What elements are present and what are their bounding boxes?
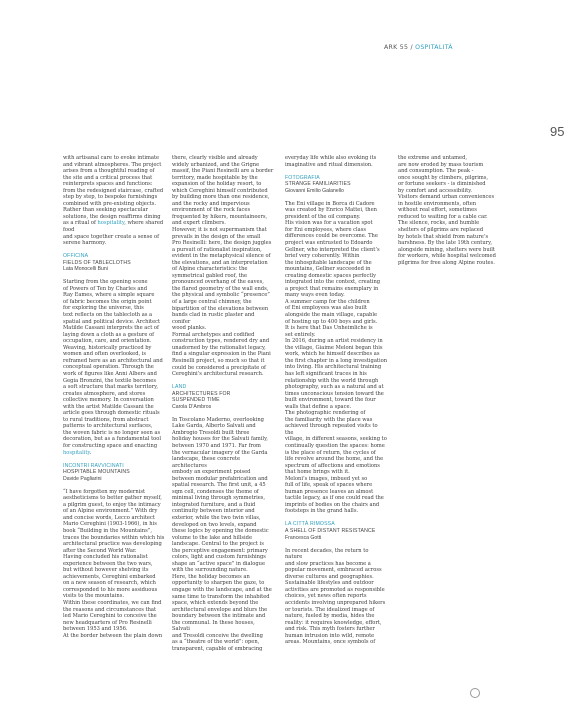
end-marker-icon xyxy=(470,688,480,698)
section-author: Giovanni Emilio Galanello xyxy=(285,187,344,194)
section-title: A SHELL OF DISTANT RESISTANCE xyxy=(285,528,376,535)
section-title: FIELDS OF TABLECLOTHS xyxy=(63,259,131,266)
section-body: The Eni village in Borca di Cadore was created by Enrico Mattei, then president of the oil company. His vision was for a vacation spot for Eni employees, where class differences could be overcome. The project was entrusted to Edoardo Gellner, who interpreted the client’s brief very coherently. Within the inhospitable landscape of the mountains, Gellner succeeded in creating domestic spaces perfectly integrated into the context, creating a project that remains exemplary in many ways even today. A summer camp for the children of Eni employees was also built alongside the main village, capable of hosting up to 400 boys and girls. It is here that Das Unheimliche is set entirely. In 2016, during an artist residency in the village, Giaime Meloni began this work, which he himself describes as the first chapter in a long investigation into living. His architectural training has left significant traces in his relationship with the world through photography, such as a natural and at times unconscious tension toward the built environment, toward the four walls that define a space. The photographic rendering of the familiarity with the place was achieved through repeated visits to the village, in different seasons, seeking to continually question the spaces: home is the place of return, the cycles of life revolve around the home, and the spectrum of affections and emotions that home brings with it. Meloni’s images, imbued yet so full of life, speak of spaces where human presence leaves an almost tactile legacy, as if one could read the imprints of bodies on the chairs and footsteps in the grand halls. xyxy=(285,200,388,515)
intro-rest: , where shared food and space together create a sense of serene harmony. xyxy=(63,220,164,247)
hospitality-highlight: hospitality xyxy=(97,220,125,227)
column-1 xyxy=(63,155,165,639)
section-label: OSPITALITÀ xyxy=(415,44,453,51)
section-author: Davide Pagliarini xyxy=(63,475,102,482)
section-title: HOSPITABLE MOUNTAINS xyxy=(63,469,130,476)
section-body: everyday life while also evoking its imaginative and ritual dimension. xyxy=(285,155,377,168)
section-title: STRANGE FAMILIARITIES xyxy=(285,181,351,188)
section-category: FOTOGRAFIA xyxy=(285,174,320,181)
section-body: there, clearly visible and already widely urbanized, and the Grigne massif, the Piani Resinelli are a border territory, made hospitable by the expansion of the holiday resort, to which Cereghini himself contributed by building more than one residence, and the rocky and impervious environment of the rock faces frequented by hikers, mountaineers, and expert climbers. However, it is not supermanism that prevails in the design of the small Pro Resinelli: here, the design juggles a pursuit of rationalist inspiration, evident in the metaphysical silence of the elevations, and an interpretation of Alpine characteristics: the symmetrical gabled roof, the pronounced overhang of the eaves, the flared geometry of the wall ends, the physical and symbolic “presence” of a large central chimney, the bipartition of the elevations between bands clad in rustic plaster and conifer wood planks. Formal archetypes and codified construction types, rendered dry and unadorned by the rationalist legacy, find a singular expression in the Piani Resinelli project, so much so that it could be considered a precipitate of Cereghini’s architectural research. xyxy=(172,155,274,378)
section-title: ARCHITECTURES FOR SUSPENDED TIME xyxy=(172,390,231,404)
section-author: Lata Monocelli Buni xyxy=(63,266,108,273)
column-3 xyxy=(285,155,387,646)
issue-label: ARK 55 / xyxy=(384,44,416,51)
section-category: LA CITTÀ RIMOSSA xyxy=(285,521,335,528)
section-category: OFFICINA xyxy=(63,253,89,260)
section-body: In recent decades, the return to nature and slow practices has become a popular movement, embraced across diverse cultures and geographies. Sustainable lifestyles and outdoor activities are promoted as responsible choices, yet news often reports accidents involving unprepared hikers or tourists. The idealized image of nature, fueled by media, hides the reality: it requires knowledge, effort, and risk. This myth fosters further human intrusion into wild, remote areas. Mountains, once symbols of xyxy=(285,547,386,646)
intro-lines: with artisanal care to evoke intimate and vibrant atmospheres. The project arises from a thoughtful reading of the site and a critical process that reinterprets spaces and functions: from the redesigned staircase, crafted step by step, to bespoke furnishings combined with pre-existing objects. Rather than seeking spectacular solutions, the design reaffirms dining as a ritual of xyxy=(63,155,164,227)
section-body: the extreme and untamed, are now eroded by mass tourism and consumption. The peak - once sought by climbers, pilgrims, or fortune seekers - is diminished by comfort and accessibility. Visitors demand urban conveniences in hostile environments, often without real effort, sometimes reduced to waiting for a cable car. The silence, rocks, and humble shelters of pilgrims are replaced by hotels that shield from nature’s harshness. By the late 19th century, alongside mining, shelters were built for workers, while hospital welcomed pilgrims for free along Alpine routes. xyxy=(398,155,496,266)
section-body: “I have forgotten my modernist aestheticisms to better gather myself, a pilgrim guest, to enjoy the intimacy of an Alpine environment.” With dry and concise words, Lecco architect Mario Cereghini (1903-1966), in his book “Building in the Mountains”, traces the boundaries within which his architectural practice was developing after the Second World War. Having concluded his rationalist experience between the two wars, but without however shelving its achievements, Cereghini embarked on a new season of research, which corresponded to his more assiduous visits to the mountains. Within these coordinates, we can find the reasons and circumstances that led Mario Cereghini to conceive the new headquarters of Pro Resinelli between 1953 and 1956. At the border between the plain down xyxy=(63,488,165,639)
section-body: Starting from the opening scene of Powers of Ten by Charles and Ray Eames, where a simple square of fabric becomes the origin point for exploring the universe, this text reflects on the tablecloth as a spatial and political device. Architect Matilde Cassani interprets the act of laying down a cloth as a gesture of occupation, care, and orientation. Weaving, historically practiced by women and often overlooked, is reframed here as an architectural and conceptual operation. Through the work of figures like Anni Albers and Gegia Bronzini, the textile becomes a soft structure that marks territory, creates atmosphere, and stores collective memory. In conversation with the artist Matilde Cassani the article goes through domestic rituals to rural traditions, from abstract patterns to architectural surfaces, the woven fabric is no longer seen as decoration, but as a fundamental tool for constructing space and enacting hospitality. xyxy=(63,279,163,456)
section-body: In Toscolano Maderno, overlooking Lake Garda, Alberto Salvati and Ambrogio Tresoldi built three holiday houses for the Salvati family, between 1970 and 1971. Far from the vernacular imagery of the Garda landscape, these concrete architectures embody an experiment poised between modular prefabrication and spatial research. The first unit, a 45 sqm cell, condenses the theme of minimal living through symmetries, integrated furniture, and a fluid continuity between interior and exterior, while the two twin villas, developed on two levels, expand these logics by opening the domestic volume to the lake and hillside landscape. Central to the project is the perceptive engagement: primary colors, light and custom furnishings shape an “active space” in dialogue with the surrounding nature. Here, the holiday becomes an opportunity to sharpen the gaze, to engage with the landscape, and at the same time to transform the inhabited space, which extends beyond the architectural envelope and blurs the boundary between the intimate and the communal. In these houses, Salvati and Tresoldi conceive the dwelling as a “theatre of the world”: open, transparent, capable of embracing xyxy=(172,416,272,652)
page-number: 95 xyxy=(550,124,565,139)
intro-text xyxy=(63,155,165,247)
section-category: LAND xyxy=(172,384,187,391)
column-4 xyxy=(398,155,500,266)
section-author: Carola D’Ambros xyxy=(172,403,212,410)
hospitality-highlight: hospitality xyxy=(63,449,90,456)
section-author: Francesca Gotti xyxy=(285,534,322,541)
body-lines: Starting from the opening scene of Powers of Ten by Charles and Ray Eames, where a simple square of fabric becomes the origin point for exploring the universe, this text reflects on the tablecloth as a spatial and political device. Architect Matilde Cassani interprets the act of laying down a cloth as a gesture of occupation, care, and orientation. Weaving, historically practiced by women and often overlooked, is reframed here as an architectural and conceptual operation. Through the work of figures like Anni Albers and Gegia Bronzini, the textile becomes a soft structure that marks territory, creates atmosphere, and stores collective memory. In conversation with the artist Matilde Cassani the article goes through domestic rituals to rural traditions, from abstract patterns to architectural surfaces, the woven fabric is no longer seen as decoration, but as a fundamental tool for constructing space and enacting xyxy=(63,279,163,449)
running-header xyxy=(384,44,453,51)
section-category: INCONTRI RAVVICINATI xyxy=(63,462,124,469)
column-2 xyxy=(172,155,274,652)
